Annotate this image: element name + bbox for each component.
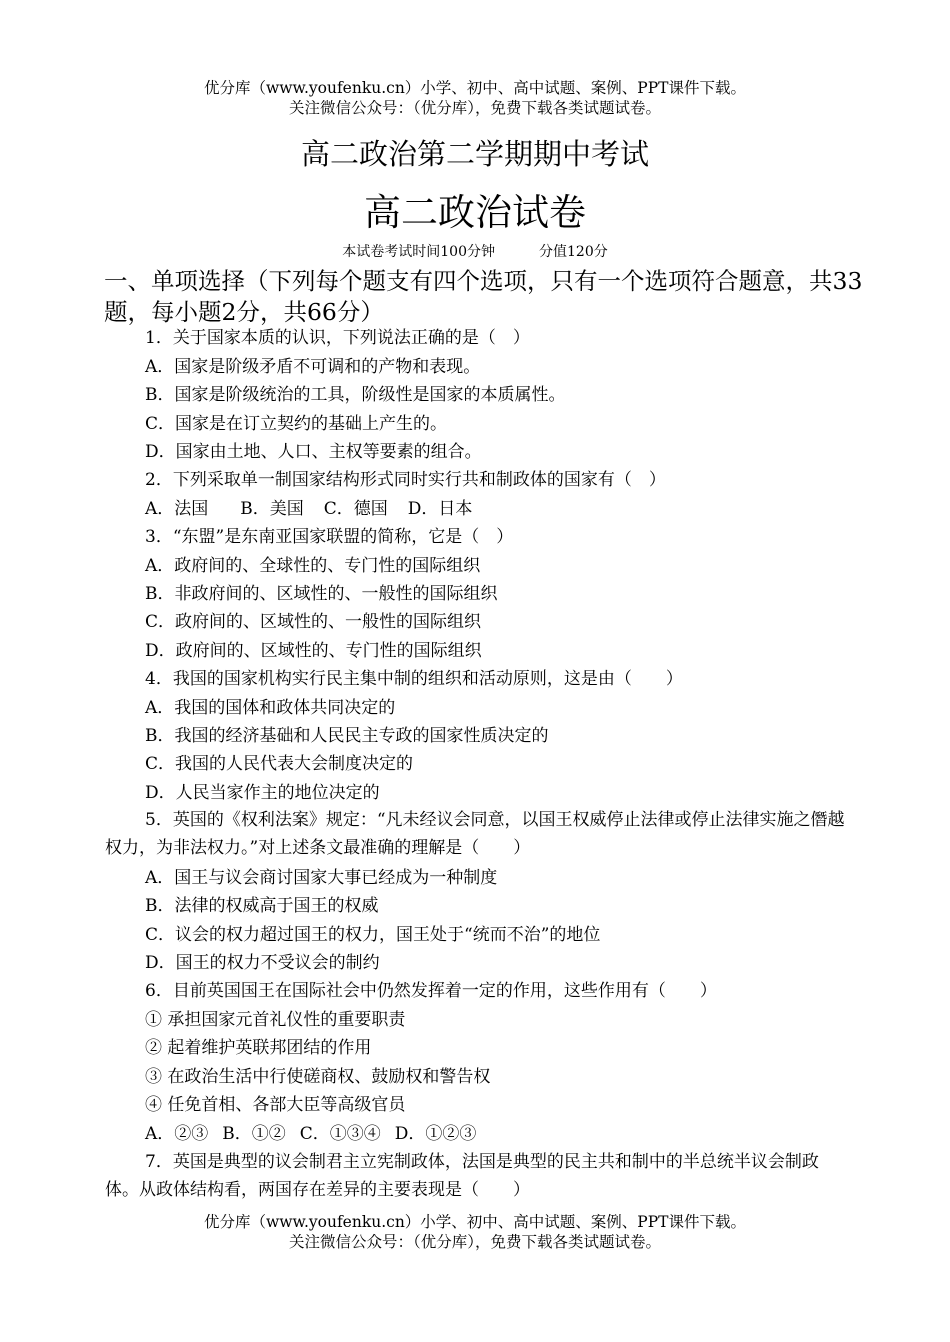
footer-line-2: 关注微信公众号：（优分库），免费下载各类试题试卷。 xyxy=(288,1233,661,1251)
q5-option-d: D．国王的权力不受议会的制约 xyxy=(145,953,380,973)
q2-option-a: A．法国 xyxy=(145,499,209,519)
exam-title: 高二政治第二学期期中考试 xyxy=(300,137,649,171)
q4-option-b: B．我国的经济基础和人民民主专政的国家性质决定的 xyxy=(145,726,549,746)
question-1-stem: 1．关于国家本质的认识，下列说法正确的是（ ） xyxy=(145,328,530,348)
paper-title: 高二政治试卷 xyxy=(364,191,586,234)
q3-option-b: B．非政府间的、区域性的、一般性的国际组织 xyxy=(145,584,498,604)
q3-option-c: C．政府间的、区域性的、一般性的国际组织 xyxy=(145,612,482,632)
q6-option-c: C．①③④ xyxy=(299,1124,381,1144)
q6-item-3: ③ 在政治生活中行使磋商权、鼓励权和警告权 xyxy=(145,1067,491,1087)
q5-option-b: B．法律的权威高于国王的权威 xyxy=(145,896,379,916)
q1-option-d: D．国家由土地、人口、主权等要素的组合。 xyxy=(145,442,482,462)
section-heading: 一、单项选择（下列每个题支有四个选项，只有一个选项符合题意，共33题，每小题2分，共66分） xyxy=(104,267,863,326)
q1-option-c: C．国家是在订立契约的基础上产生的。 xyxy=(145,414,448,434)
exam-info xyxy=(0,242,950,262)
question-6-stem: 6．目前英国国王在国际社会中仍然发挥着一定的作用，这些作用有（ ） xyxy=(145,981,717,1001)
question-2-stem: 2．下列采取单一制国家结构形式同时实行共和制政体的国家有（ ） xyxy=(145,470,666,490)
q6-item-2: ② 起着维护英联邦团结的作用 xyxy=(145,1038,372,1058)
question-4-stem: 4．我国的国家机构实行民主集中制的组织和活动原则，这是由（ ） xyxy=(145,669,683,689)
q2-option-c: C．德国 xyxy=(323,499,388,519)
q4-option-d: D．人民当家作主的地位决定的 xyxy=(145,783,380,803)
q2-option-b: B．美国 xyxy=(240,499,304,519)
q3-option-d: D．政府间的、区域性的、专门性的国际组织 xyxy=(145,641,482,661)
question-3-stem: 3．“东盟”是东南亚国家联盟的简称，它是（ ） xyxy=(145,527,514,547)
q5-option-a: A．国王与议会商讨国家大事已经成为一种制度 xyxy=(145,868,498,888)
exam-score: 分值120分 xyxy=(539,244,608,260)
header-line-1: 优分库（www.youfenku.cn）小学、初中、高中试题、案例、PPT课件下载。 xyxy=(203,79,747,97)
footer-line-1: 优分库（www.youfenku.cn）小学、初中、高中试题、案例、PPT课件下载。 xyxy=(203,1213,747,1231)
question-5-stem: 5．英国的《权利法案》规定：“凡未经议会同意，以国王权威停止法律或停止法律实施之僭越权力，为非法权力。”对上述条文最准确的理解是（ ） xyxy=(105,810,845,858)
question-7-stem: 7．英国是典型的议会制君主立宪制政体，法国是典型的民主共和制中的半总统半议会制政体。从政体结构看，两国存在差异的主要表现是（ ） xyxy=(105,1152,819,1200)
q4-option-c: C．我国的人民代表大会制度决定的 xyxy=(145,754,414,774)
q6-item-1: ① 承担国家元首礼仪性的重要职责 xyxy=(145,1010,406,1030)
q6-options xyxy=(145,1122,476,1146)
q4-option-a: A．我国的国体和政体共同决定的 xyxy=(145,698,396,718)
q2-options xyxy=(145,497,472,521)
header-line-2: 关注微信公众号：（优分库），免费下载各类试题试卷。 xyxy=(288,99,661,117)
q1-option-a: A．国家是阶级矛盾不可调和的产物和表现。 xyxy=(145,357,481,377)
q3-option-a: A．政府间的、全球性的、专门性的国际组织 xyxy=(145,556,481,576)
q2-option-d: D．日本 xyxy=(407,499,473,519)
q5-option-c: C．议会的权力超过国王的权力，国王处于“统而不治”的地位 xyxy=(145,925,601,945)
exam-time: 本试卷考试时间100分钟 xyxy=(342,244,495,260)
q6-item-4: ④ 任免首相、各部大臣等高级官员 xyxy=(145,1095,406,1115)
q6-option-d: D．①②③ xyxy=(394,1124,477,1144)
q1-option-b: B．国家是阶级统治的工具，阶级性是国家的本质属性。 xyxy=(145,385,566,405)
q6-option-a: A．②③ xyxy=(145,1124,209,1144)
q6-option-b: B．①② xyxy=(222,1124,286,1144)
